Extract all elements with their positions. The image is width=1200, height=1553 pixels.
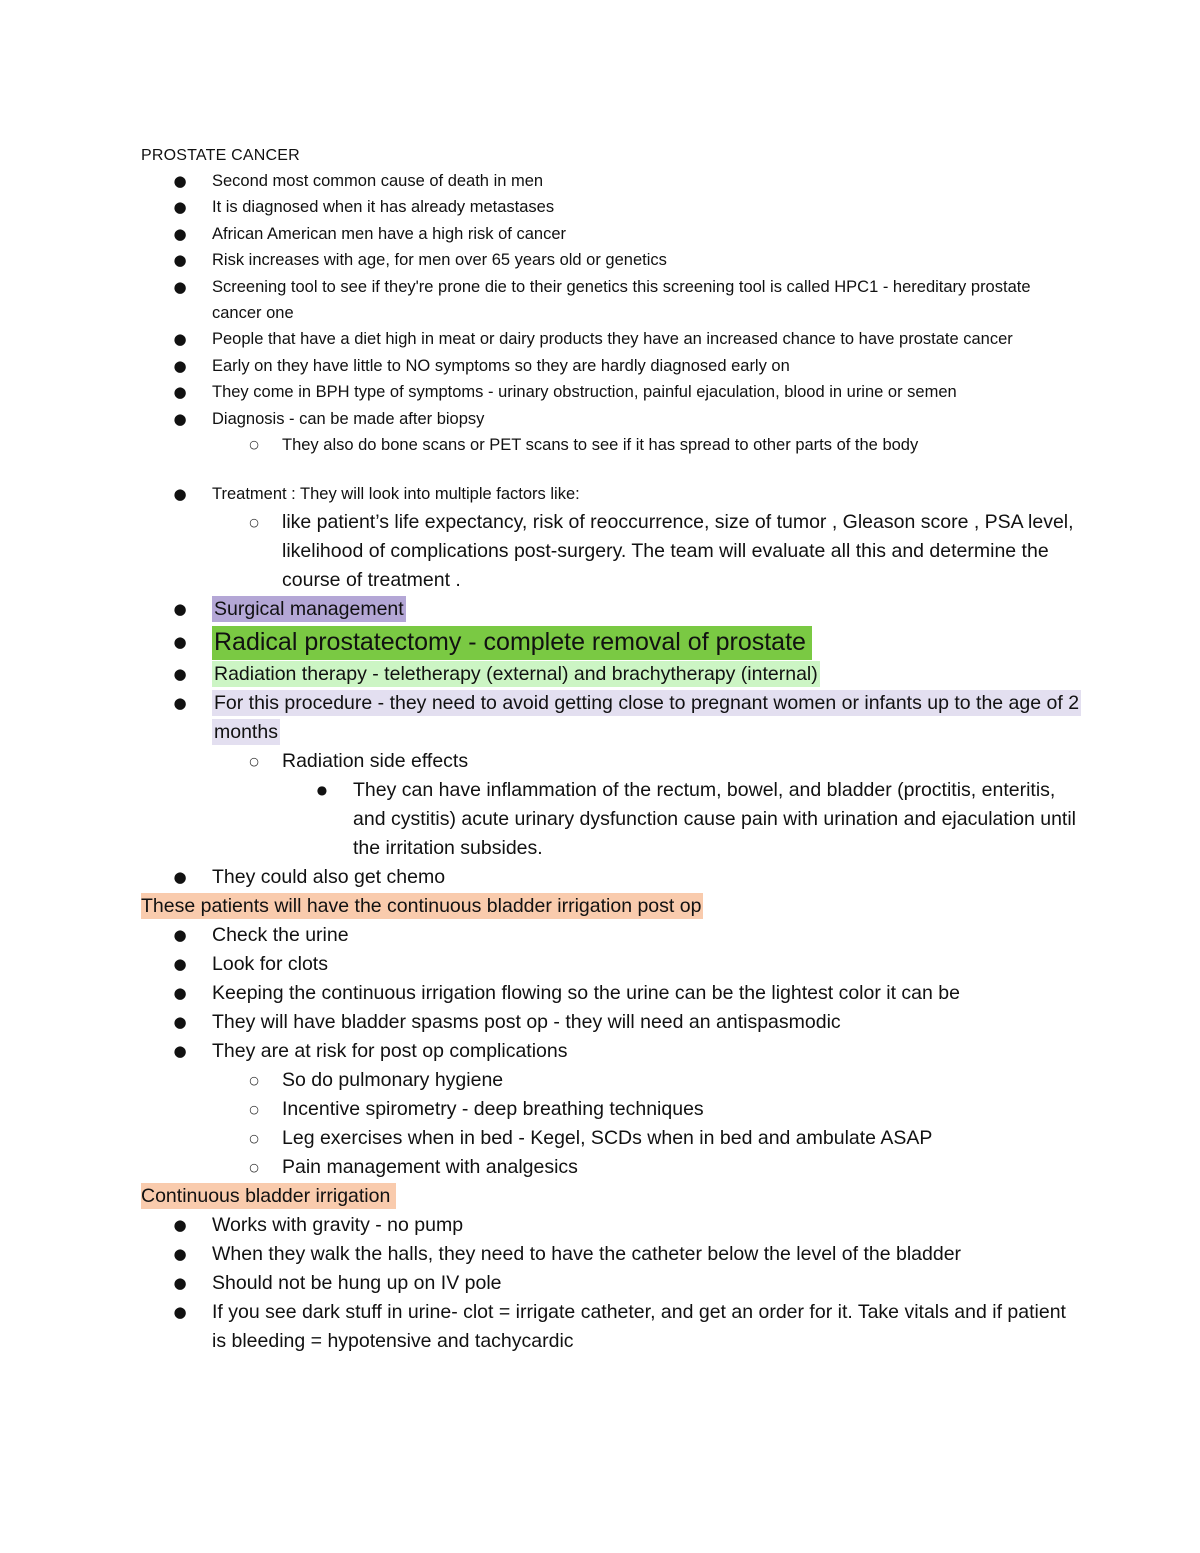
bullet-icon: ● bbox=[173, 693, 187, 712]
list-item-text: like patient’s life expectancy, risk of reoccurrence, size of tumor , Gleason score , PSA level, likelihood of complications post-surgery. The team will evaluate all this and determine the course of treatment . bbox=[282, 510, 1074, 591]
list-item bbox=[141, 168, 1081, 194]
document-title: PROSTATE CANCER bbox=[141, 147, 300, 164]
bullet-icon: ● bbox=[173, 632, 187, 651]
list-item-text: Look for clots bbox=[212, 952, 328, 975]
circle-bullet-icon: ○ bbox=[249, 1160, 259, 1174]
notes-content bbox=[141, 144, 1081, 1356]
bullet-icon: ● bbox=[173, 954, 187, 973]
bullet-icon: ● bbox=[173, 383, 187, 402]
bullet-icon: ● bbox=[173, 485, 187, 504]
list-item-text: Incentive spirometry - deep breathing techniques bbox=[282, 1097, 704, 1120]
sub-list-item bbox=[141, 1153, 1081, 1182]
sub-list-item bbox=[141, 508, 1081, 595]
circle-bullet-icon: ○ bbox=[249, 1073, 259, 1087]
highlighted-text: Radiation therapy - teletherapy (external) and brachytherapy (internal) bbox=[214, 662, 818, 685]
section-heading-text: Continuous bladder irrigation bbox=[141, 1183, 396, 1209]
list-item-text: Works with gravity - no pump bbox=[212, 1213, 464, 1236]
sub-list-item bbox=[141, 1095, 1081, 1124]
list-item bbox=[141, 1298, 1081, 1356]
bullet-icon: ● bbox=[173, 198, 187, 217]
list-item bbox=[141, 221, 1081, 247]
list-item bbox=[141, 1211, 1081, 1240]
bullet-icon: ● bbox=[173, 224, 187, 243]
list-item bbox=[141, 689, 1081, 747]
list-item-text: People that have a diet high in meat or dairy products they have an increased chance to have prostate cancer bbox=[212, 330, 1013, 349]
bullet-icon: ● bbox=[173, 330, 187, 349]
circle-bullet-icon: ○ bbox=[249, 515, 259, 529]
list-item-text: Pain management with analgesics bbox=[282, 1155, 578, 1178]
sub-list-item bbox=[141, 1124, 1081, 1153]
list-item bbox=[141, 660, 1081, 689]
list-item-text: They can have inflammation of the rectum, bowel, and bladder (proctitis, enteritis, and cystitis) acute urinary dysfunction cause pain with urination and ejaculation until the irritation subsides. bbox=[353, 778, 1076, 859]
bullet-icon: ● bbox=[173, 867, 187, 886]
treatment-item bbox=[141, 481, 1081, 507]
sub-list-item bbox=[141, 747, 1081, 776]
list-item bbox=[141, 379, 1081, 405]
section-heading bbox=[141, 892, 1081, 921]
list-item-text: African American men have a high risk of cancer bbox=[212, 224, 567, 243]
bullet-icon: ● bbox=[173, 1302, 187, 1321]
section-heading bbox=[141, 1182, 1081, 1211]
list-item bbox=[141, 921, 1081, 950]
list-item-text: Early on they have little to NO symptoms so they are hardly diagnosed early on bbox=[212, 356, 790, 375]
highlighted-text: For this procedure - they need to avoid getting close to pregnant women or infants up to the age of 2 months bbox=[214, 691, 1080, 743]
highlighted-text: Radical prostatectomy - complete removal of prostate bbox=[212, 626, 812, 660]
bullet-icon: ● bbox=[173, 277, 187, 296]
sub-sub-list-item bbox=[141, 776, 1081, 863]
list-item-text: Keeping the continuous irrigation flowing so the urine can be the lightest color it can be bbox=[212, 981, 960, 1004]
bullet-icon: ● bbox=[173, 925, 187, 944]
list-item-text: They could also get chemo bbox=[212, 865, 446, 888]
list-item bbox=[141, 326, 1081, 352]
list-item-text: When they walk the halls, they need to have the catheter below the level of the bladder bbox=[212, 1242, 962, 1265]
bullet-icon: ● bbox=[173, 1215, 187, 1234]
bullet-icon: ● bbox=[173, 599, 187, 618]
list-item bbox=[141, 1037, 1081, 1066]
list-item-text: They come in BPH type of symptoms - urinary obstruction, painful ejaculation, blood in urine or semen bbox=[212, 383, 957, 402]
list-item-text: If you see dark stuff in urine- clot = irrigate catheter, and get an order for it. Take vitals and if patient is bleeding = hypotensive and tachycardic bbox=[212, 1300, 1066, 1352]
list-item-text: They also do bone scans or PET scans to see if it has spread to other parts of the body bbox=[282, 436, 919, 455]
list-item bbox=[141, 353, 1081, 379]
list-item-text: Diagnosis - can be made after biopsy bbox=[212, 409, 485, 428]
list-item bbox=[141, 950, 1081, 979]
square-bullet-icon: ● bbox=[316, 782, 328, 797]
list-item bbox=[141, 624, 1081, 660]
list-item bbox=[141, 595, 1081, 624]
list-item-text: Second most common cause of death in men bbox=[212, 172, 544, 190]
list-item-text: Treatment : They will look into multiple factors like: bbox=[212, 485, 580, 504]
bullet-icon: ● bbox=[173, 356, 187, 375]
bullet-icon: ● bbox=[173, 1012, 187, 1031]
bullet-icon: ● bbox=[173, 1273, 187, 1292]
circle-bullet-icon: ○ bbox=[249, 1102, 259, 1116]
bullet-icon: ● bbox=[173, 409, 187, 428]
sub-list-item bbox=[141, 432, 1081, 458]
list-item bbox=[141, 194, 1081, 220]
list-item-text: They are at risk for post op complications bbox=[212, 1039, 568, 1062]
list-item-text: Radiation side effects bbox=[282, 749, 469, 772]
list-item bbox=[141, 1240, 1081, 1269]
list-item bbox=[141, 406, 1081, 432]
list-item bbox=[141, 863, 1081, 892]
list-item bbox=[141, 247, 1081, 273]
spacer bbox=[141, 458, 1081, 481]
bullet-icon: ● bbox=[173, 172, 187, 190]
circle-bullet-icon: ○ bbox=[249, 754, 259, 768]
list-item-text: Leg exercises when in bed - Kegel, SCDs when in bed and ambulate ASAP bbox=[282, 1126, 933, 1149]
list-item bbox=[141, 1269, 1081, 1298]
circle-bullet-icon: ○ bbox=[249, 438, 259, 452]
bullet-icon: ● bbox=[173, 1041, 187, 1060]
section-heading-text: These patients will have the continuous bladder irrigation post op bbox=[141, 894, 702, 917]
bullet-icon: ● bbox=[173, 251, 187, 270]
sub-list-item bbox=[141, 1066, 1081, 1095]
list-item-text: They will have bladder spasms post op - they will need an antispasmodic bbox=[212, 1010, 841, 1033]
list-item-text: Screening tool to see if they're prone die to their genetics this screening tool is called HPC1 - hereditary prostate cancer one bbox=[212, 277, 1031, 323]
circle-bullet-icon: ○ bbox=[249, 1131, 259, 1145]
bullet-icon: ● bbox=[173, 664, 187, 683]
highlighted-text: Surgical management bbox=[214, 597, 404, 620]
bullet-icon: ● bbox=[173, 1244, 187, 1263]
list-item-text: Risk increases with age, for men over 65 years old or genetics bbox=[212, 251, 667, 270]
bullet-icon: ● bbox=[173, 983, 187, 1002]
list-item bbox=[141, 1008, 1081, 1037]
list-item-text: It is diagnosed when it has already metastases bbox=[212, 198, 555, 217]
list-item bbox=[141, 274, 1081, 327]
list-item-text: Check the urine bbox=[212, 923, 349, 946]
list-item bbox=[141, 979, 1081, 1008]
list-item-text: Should not be hung up on IV pole bbox=[212, 1271, 502, 1294]
overview-list bbox=[141, 168, 1081, 458]
list-item-text: So do pulmonary hygiene bbox=[282, 1068, 504, 1091]
